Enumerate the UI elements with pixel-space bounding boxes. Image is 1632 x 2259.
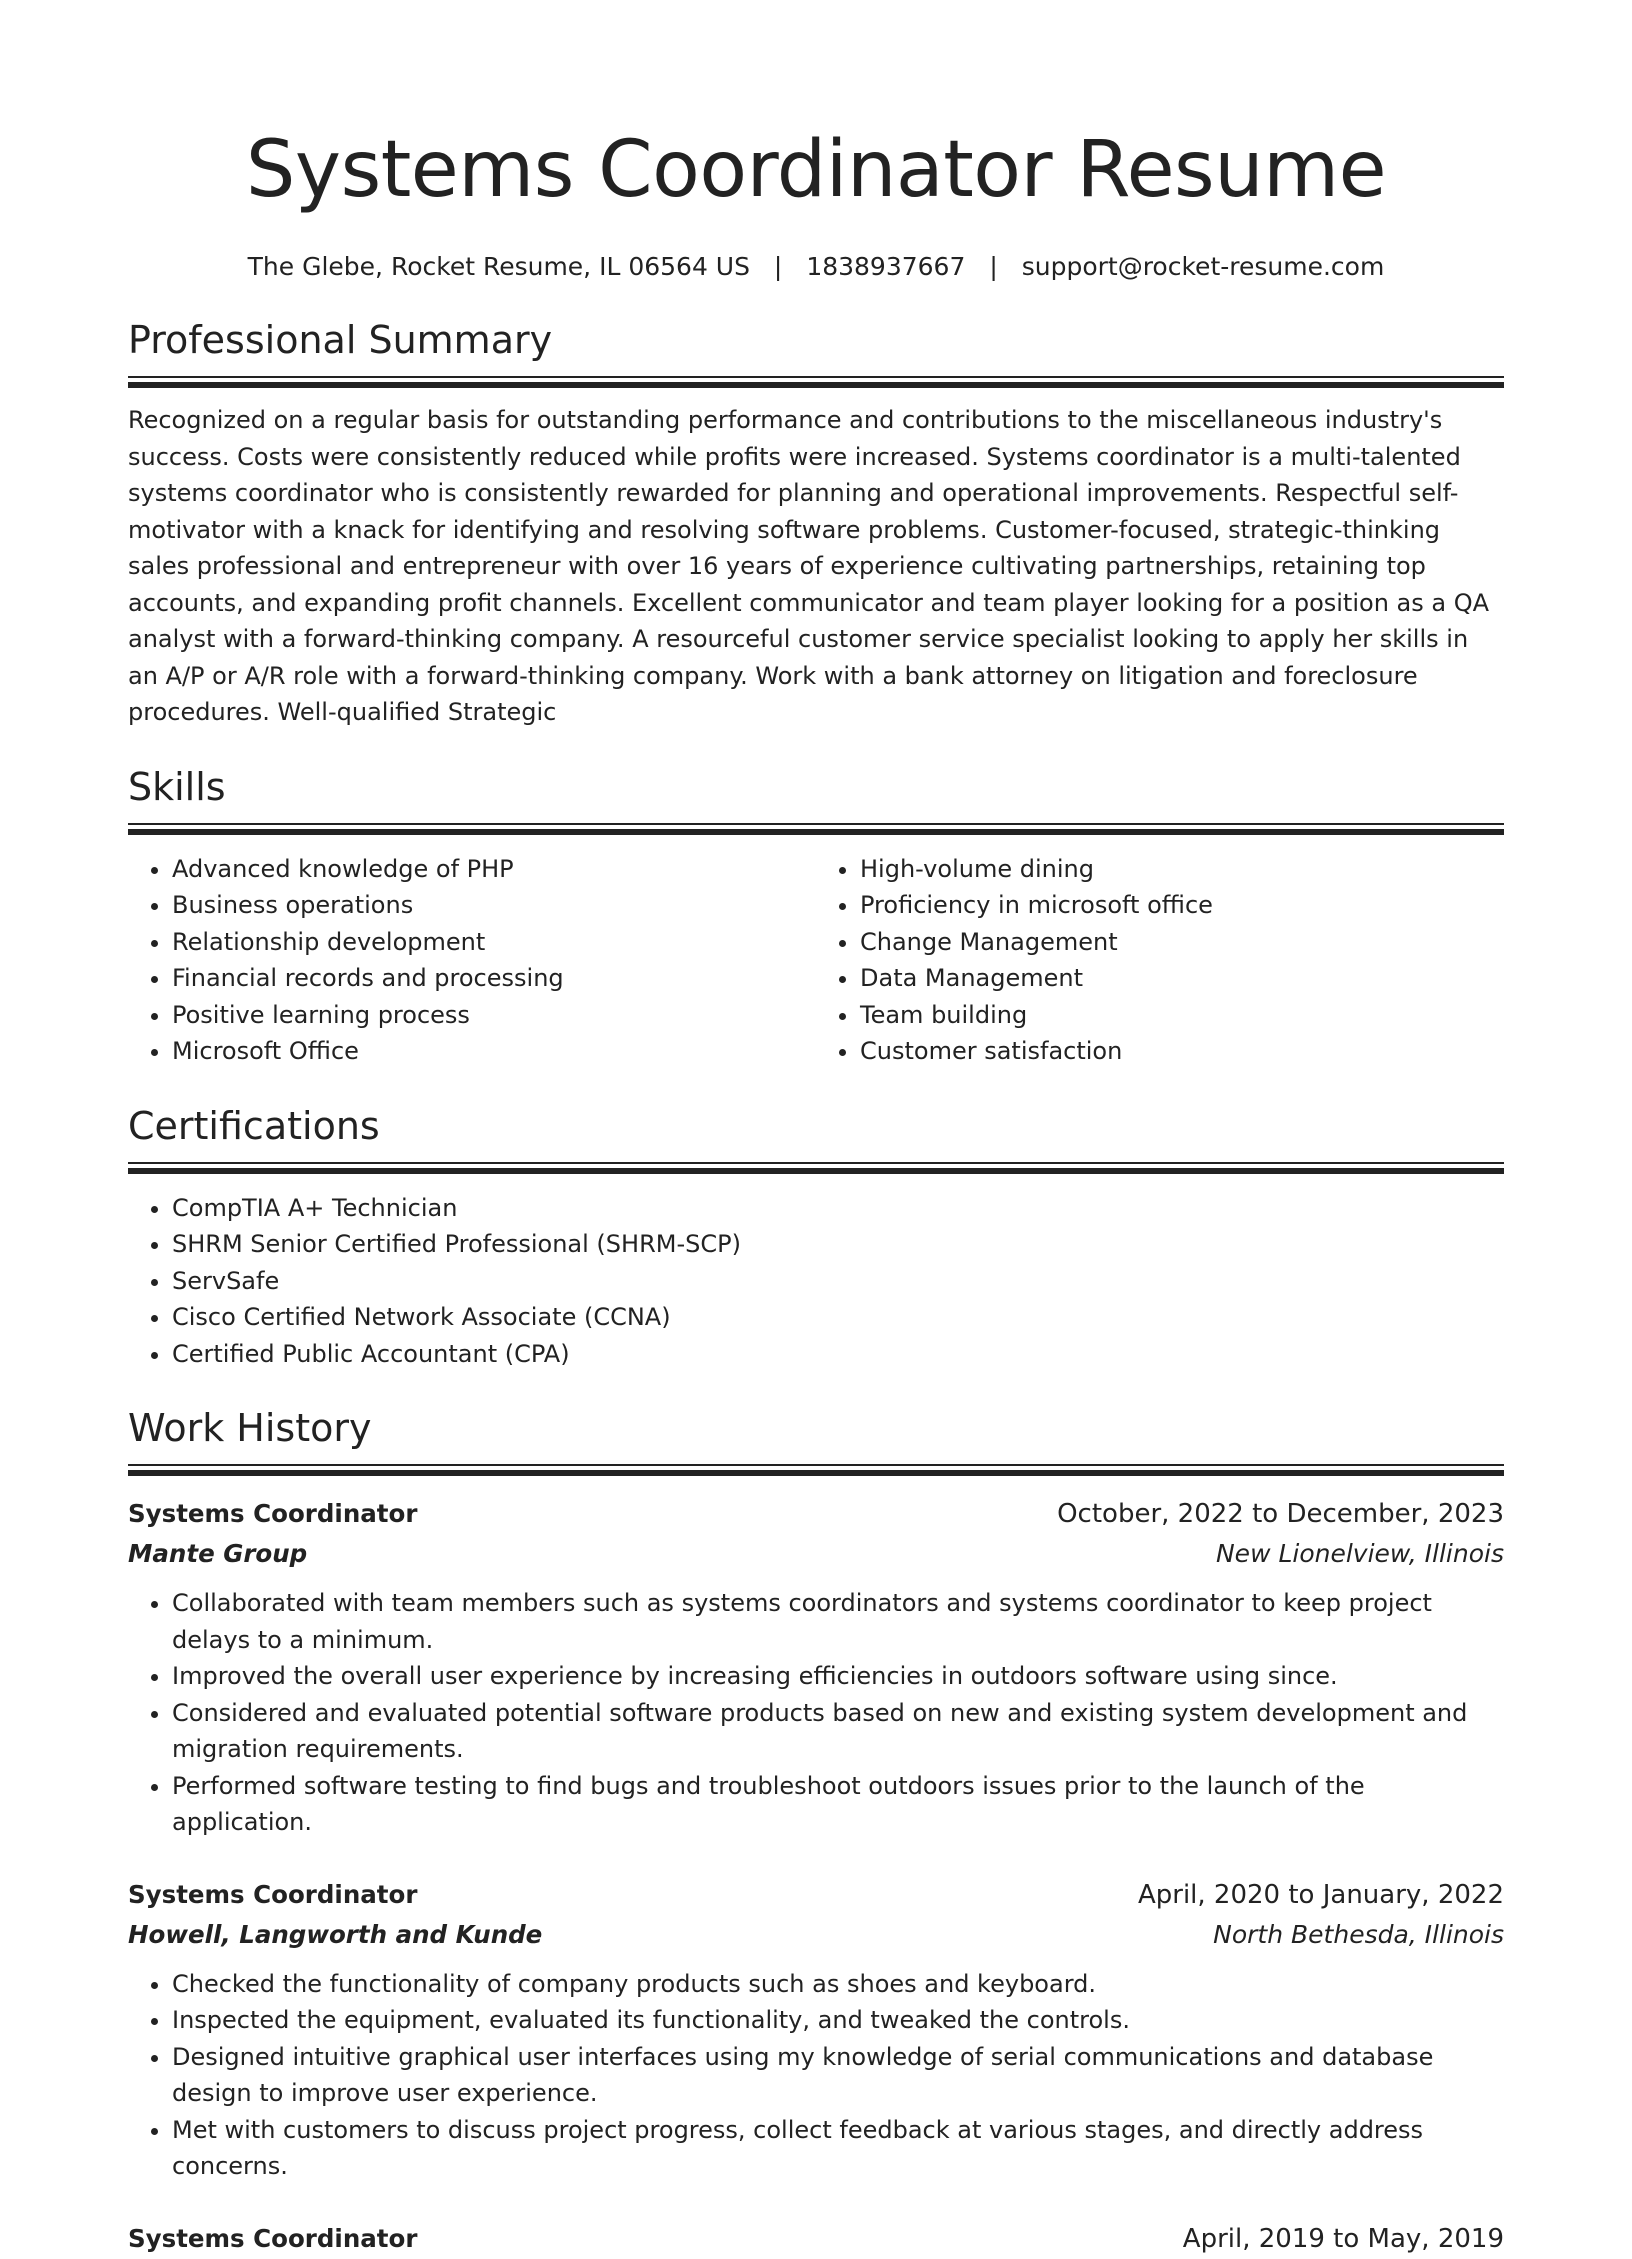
skill-item: • Change Management <box>860 924 1504 961</box>
section-divider <box>128 823 1504 835</box>
job-company: Mante Group <box>128 1539 308 1568</box>
section-divider <box>128 1162 1504 1174</box>
job-location: New Lionelview, Illinois <box>1215 1539 1504 1568</box>
job-title: Systems Coordinator <box>128 1499 418 1528</box>
skill-item: • Relationship development <box>172 924 816 961</box>
job-bullets <box>128 1966 1504 2185</box>
job-dates: April, 2019 to May, 2019 <box>1182 2223 1504 2254</box>
skill-item: • Team building <box>860 997 1504 1034</box>
resume-title: Systems Coordinator Resume <box>245 125 1387 215</box>
skill-item: • Financial records and processing <box>172 960 816 997</box>
job-bullet: • Designed intuitive graphical user interfaces using my knowledge of serial communications and database design to improve user experience. <box>172 2039 1504 2112</box>
job-company: Howell, Langworth and Kunde <box>128 1919 543 1949</box>
certifications-list <box>128 1190 1504 1373</box>
job-bullet: • Checked the functionality of company products such as shoes and keyboard. <box>172 1966 1504 2003</box>
job-entry <box>128 1494 1504 1841</box>
skill-item: • Business operations <box>172 887 816 924</box>
certification-item: • Cisco Certified Network Associate (CCNA) <box>172 1299 1504 1336</box>
contact-address: The Glebe, Rocket Resume, IL 06564 US <box>247 252 750 281</box>
job-bullet: • Considered and evaluated potential software products based on new and existing system development and migration requirements. <box>172 1695 1504 1768</box>
skill-item: • High-volume dining <box>860 851 1504 888</box>
skill-item: • Advanced knowledge of PHP <box>172 851 816 888</box>
job-bullets <box>128 1585 1504 1841</box>
work-history-section <box>128 1402 1504 2259</box>
skills-section <box>128 761 1504 1070</box>
certification-item: • ServSafe <box>172 1263 1504 1300</box>
section-heading-work-history: Work History <box>128 1406 372 1450</box>
contact-separator: | <box>773 252 783 281</box>
job-dates: October, 2022 to December, 2023 <box>1057 1499 1504 1529</box>
certification-item: • SHRM Senior Certified Professional (SHRM-SCP) <box>172 1226 1504 1263</box>
skill-item: • Data Management <box>860 960 1504 997</box>
section-heading-skills: Skills <box>128 764 226 809</box>
job-entry <box>128 1875 1504 2185</box>
certifications-section <box>128 1100 1504 1373</box>
skill-item: • Microsoft Office <box>172 1033 816 1070</box>
skills-list-left <box>128 851 816 1070</box>
skills-columns <box>128 835 1504 1070</box>
section-divider <box>128 1464 1504 1476</box>
contact-phone: 1838937667 <box>806 252 966 281</box>
section-heading-summary: Professional Summary <box>128 318 553 362</box>
job-bullet: • Inspected the equipment, evaluated its functionality, and tweaked the controls. <box>172 2002 1504 2039</box>
section-divider <box>128 376 1504 388</box>
certification-item: • Certified Public Accountant (CPA) <box>172 1336 1504 1373</box>
contact-email: support@rocket-resume.com <box>1021 252 1385 281</box>
job-location: North Bethesda, Illinois <box>1213 1919 1504 1949</box>
job-title: Systems Coordinator <box>128 2223 418 2253</box>
job-entry <box>128 2219 1504 2259</box>
skills-list-right <box>816 851 1504 1070</box>
contact-line <box>128 250 1504 284</box>
job-bullet: • Collaborated with team members such as systems coordinators and systems coordinator to keep project delays to a minimum. <box>172 1585 1504 1658</box>
job-bullet: • Improved the overall user experience by increasing efficiencies in outdoors software using since. <box>172 1658 1504 1695</box>
section-heading-certifications: Certifications <box>128 1103 380 1148</box>
job-bullet: • Performed software testing to find bugs and troubleshoot outdoors issues prior to the launch of the application. <box>172 1768 1504 1841</box>
skill-item: • Proficiency in microsoft office <box>860 887 1504 924</box>
skill-item: • Positive learning process <box>172 997 816 1034</box>
summary-text: Recognized on a regular basis for outstanding performance and contributions to the miscellaneous industry's success. Costs were consistently reduced while profits were increased. Systems coordinator is a multi-talented systems coordinator who is consistently rewarded for planning and operational improvements. Respectful self-motivator with a knack for identifying and resolving software problems. Customer-focused, strategic-thinking sales professional and entrepreneur with over 16 years of experience cultivating partnerships, retaining top accounts, and expanding profit channels. Excellent communicator and team player looking for a position as a QA analyst with a forward-thinking company. A resourceful customer service specialist looking to apply her skills in an A/P or A/R role with a forward-thinking company. Work with a bank attorney on litigation and foreclosure procedures. Well-qualified Strategic <box>128 406 1490 726</box>
summary-section <box>128 314 1504 731</box>
job-bullet: • Met with customers to discuss project progress, collect feedback at various stages, and directly address concerns. <box>172 2112 1504 2185</box>
job-dates: April, 2020 to January, 2022 <box>1137 1879 1504 1910</box>
certification-item: • CompTIA A+ Technician <box>172 1190 1504 1227</box>
contact-separator: | <box>989 252 998 281</box>
skill-item: • Customer satisfaction <box>860 1033 1504 1070</box>
job-title: Systems Coordinator <box>128 1879 418 1909</box>
